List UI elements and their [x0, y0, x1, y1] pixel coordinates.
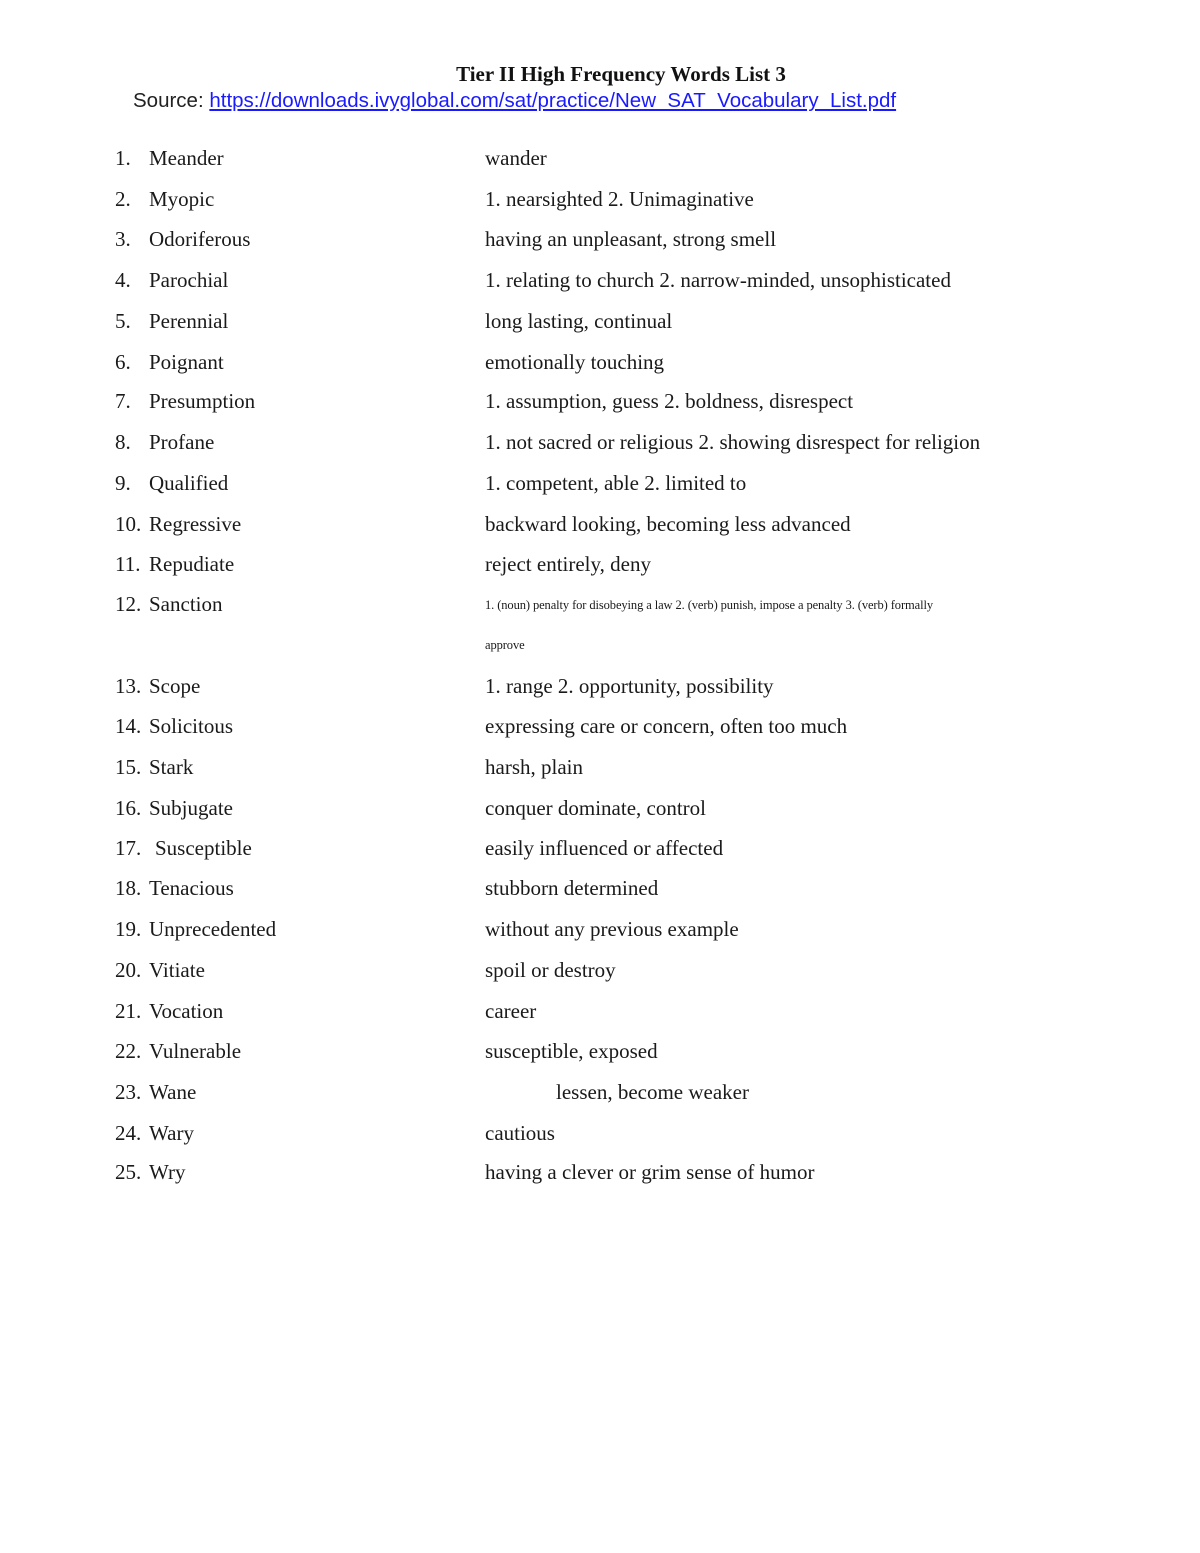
item-number: 10. [115, 512, 142, 536]
item-number: 12. [115, 592, 142, 616]
word-definition: long lasting, continual [485, 309, 673, 333]
vocabulary-word: Poignant [149, 350, 224, 374]
item-number: 25. [115, 1160, 142, 1184]
item-number: 15. [115, 755, 142, 779]
word-definition: career [485, 999, 537, 1023]
vocabulary-word: Subjugate [149, 796, 233, 820]
definition-line: 1. (noun) penalty for disobeying a law 2. (verb) punish, impose a penalty 3. (verb) formally [485, 598, 933, 612]
word-definition: stubborn determined [485, 876, 659, 900]
word-definition: cautious [485, 1121, 555, 1145]
source-line [133, 89, 896, 113]
vocabulary-word: Sanction [149, 592, 223, 616]
word-definition: 1. relating to church 2. narrow-minded, unsophisticated [485, 268, 951, 292]
vocabulary-word: Susceptible [155, 836, 252, 860]
word-definition: spoil or destroy [485, 958, 616, 982]
vocabulary-word: Perennial [149, 309, 229, 333]
item-number: 23. [115, 1080, 142, 1104]
vocabulary-word: Scope [149, 674, 201, 698]
page-title: Tier II High Frequency Words List 3 [456, 62, 786, 86]
vocabulary-word: Repudiate [149, 552, 235, 576]
word-definition: emotionally touching [485, 350, 665, 374]
vocabulary-word: Wry [149, 1160, 186, 1184]
vocabulary-word: Parochial [149, 268, 229, 292]
vocabulary-word: Profane [149, 430, 215, 454]
vocabulary-word: Myopic [149, 187, 215, 211]
vocabulary-word: Odoriferous [149, 227, 251, 251]
item-number: 8. [115, 430, 131, 454]
word-definition: 1. nearsighted 2. Unimaginative [485, 187, 754, 211]
word-definition: 1. not sacred or religious 2. showing disrespect for religion [485, 430, 981, 454]
item-number: 24. [115, 1121, 142, 1145]
word-definition: lessen, become weaker [556, 1080, 749, 1104]
item-number: 17. [115, 836, 142, 860]
source-link[interactable]: https://downloads.ivyglobal.com/sat/practice/New_SAT_Vocabulary_List.pdf [209, 89, 897, 112]
item-number: 22. [115, 1039, 142, 1063]
word-definition: without any previous example [485, 917, 739, 941]
item-number: 9. [115, 471, 131, 495]
word-definition: reject entirely, deny [485, 552, 651, 576]
source-label: Source: [133, 89, 210, 112]
item-number: 13. [115, 674, 142, 698]
word-definition [485, 598, 933, 652]
item-number: 3. [115, 227, 131, 251]
vocabulary-word: Presumption [149, 389, 256, 413]
item-number: 6. [115, 350, 131, 374]
item-number: 16. [115, 796, 142, 820]
vocabulary-word: Wary [149, 1121, 194, 1145]
vocabulary-word: Solicitous [149, 714, 234, 738]
word-definition: 1. assumption, guess 2. boldness, disrespect [485, 389, 854, 413]
word-definition: susceptible, exposed [485, 1039, 658, 1063]
vocabulary-word: Vitiate [149, 958, 205, 982]
word-definition: backward looking, becoming less advanced [485, 512, 851, 536]
word-definition: 1. range 2. opportunity, possibility [485, 674, 774, 698]
vocabulary-word: Regressive [149, 512, 242, 536]
word-definition: having a clever or grim sense of humor [485, 1160, 815, 1184]
definition-line-continued: approve [485, 638, 525, 652]
item-number: 5. [115, 309, 131, 333]
item-number: 1. [115, 146, 131, 170]
word-definition: harsh, plain [485, 755, 583, 779]
vocabulary-word: Vocation [149, 999, 224, 1023]
vocabulary-word: Wane [149, 1080, 197, 1104]
item-number: 11. [115, 552, 141, 576]
word-definition: 1. competent, able 2. limited to [485, 471, 747, 495]
word-definition: conquer dominate, control [485, 796, 707, 820]
item-number: 14. [115, 714, 142, 738]
word-definition: easily influenced or affected [485, 836, 724, 860]
item-number: 4. [115, 268, 131, 292]
word-definition: wander [485, 146, 547, 170]
vocabulary-word: Meander [149, 146, 224, 170]
vocabulary-word: Tenacious [149, 876, 234, 900]
vocabulary-word: Unprecedented [149, 917, 277, 941]
vocabulary-word: Qualified [149, 471, 229, 495]
item-number: 18. [115, 876, 142, 900]
vocabulary-word: Stark [149, 755, 194, 779]
word-definition: expressing care or concern, often too much [485, 714, 848, 738]
item-number: 19. [115, 917, 142, 941]
item-number: 7. [115, 389, 131, 413]
vocabulary-word: Vulnerable [149, 1039, 242, 1063]
item-number: 2. [115, 187, 131, 211]
word-definition: having an unpleasant, strong smell [485, 227, 777, 251]
item-number: 21. [115, 999, 142, 1023]
item-number: 20. [115, 958, 142, 982]
